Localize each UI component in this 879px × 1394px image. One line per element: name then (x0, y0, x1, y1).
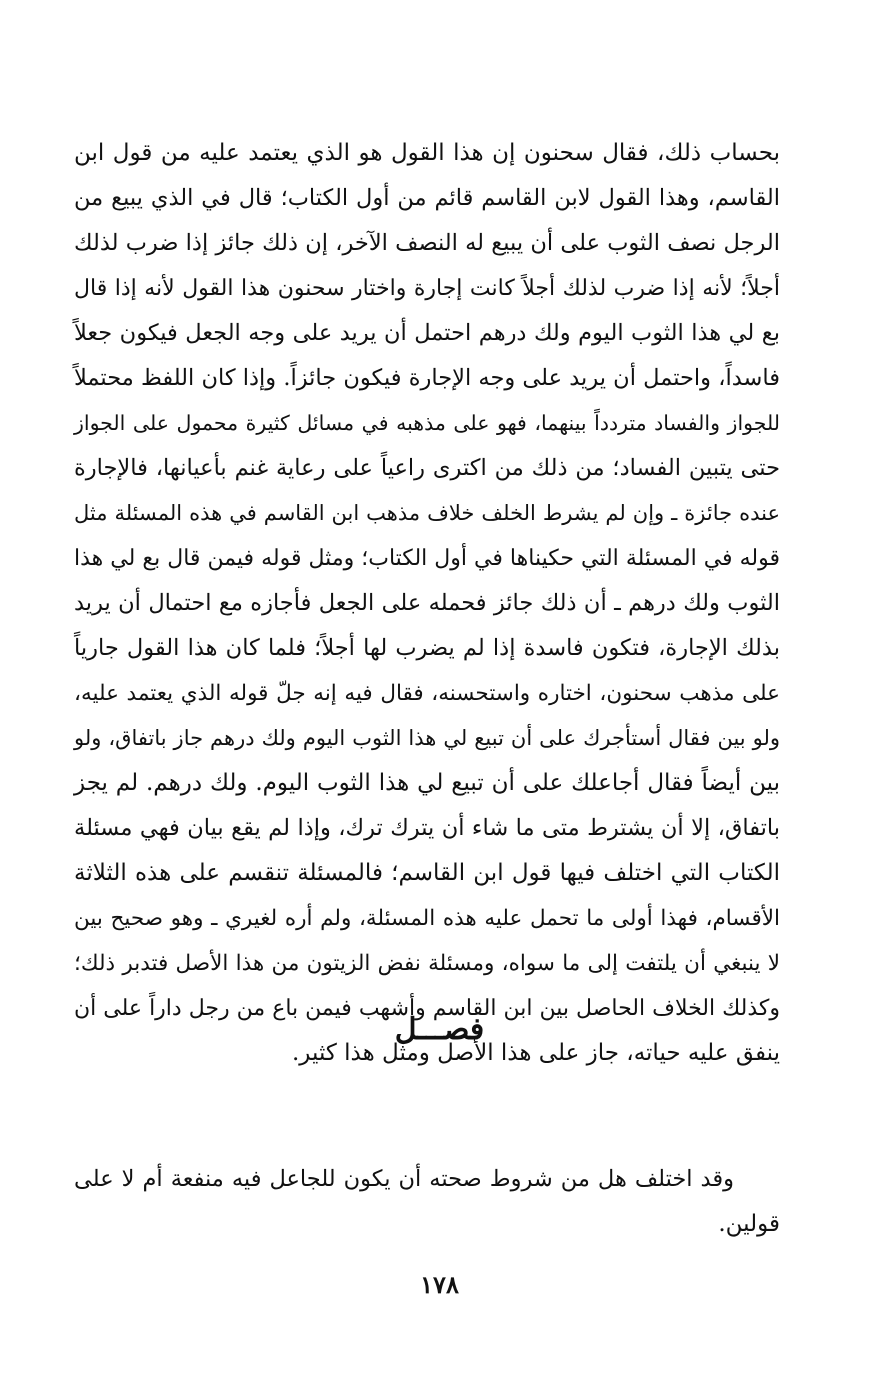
paragraph-line: الكتاب التي اختلف فيها قول ابن القاسم؛ فالمسئلة تنقسم على هذه الثلاثة (74, 860, 780, 886)
paragraph-line: للجواز والفساد متردداً بينهما، فهو على مذهبه في مسائل كثيرة محمول على الجواز (74, 411, 780, 435)
paragraph-line: الأقسام، فهذا أولى ما تحمل عليه هذه المسئلة، ولم أره لغيري ـ وهو صحيح بين (74, 906, 780, 931)
paragraph-line: بع لي هذا الثوب اليوم ولك درهم احتمل أن يريد على وجه الجعل فيكون جعلاً (74, 320, 780, 346)
paragraph-line: باتفاق، إلا أن يشترط متى ما شاء أن يترك ترك، وإذا لم يقع بيان فهي مسئلة (74, 815, 780, 841)
paragraph-line: عنده جائزة ـ وإن لم يشرط الخلف خلاف مذهب ابن القاسم في هذه المسئلة مثل (74, 501, 780, 525)
paragraph-line: ولو بين فقال أستأجرك على أن تبيع لي هذا الثوب اليوم ولك درهم جاز باتفاق، ولو (74, 726, 780, 750)
paragraph-line: القاسم، وهذا القول لابن القاسم قائم من أول الكتاب؛ قال في الذي يبيع من (74, 185, 780, 211)
paragraph-line: لا ينبغي أن يلتفت إلى ما سواه، ومسئلة نفض الزيتون من هذا الأصل فتدبر ذلك؛ (74, 951, 780, 976)
paragraph-line: الرجل نصف الثوب على أن يبيع له النصف الآخر، إن ذلك جائز إذا ضرب لذلك (74, 230, 780, 256)
section-line: قولين. (718, 1211, 780, 1237)
paragraph-line: أجلاً؛ لأنه إذا ضرب لذلك أجلاً كانت إجارة واختار سحنون هذا القول لأنه إذا قال (74, 276, 780, 301)
paragraph-line: بين أيضاً فقال أجاعلك على أن تبيع لي هذا الثوب اليوم. ولك درهم. لم يجز (74, 770, 780, 796)
paragraph-line: قوله في المسئلة التي حكيناها في أول الكتاب؛ ومثل قوله فيمن قال بع لي هذا (74, 546, 780, 571)
paragraph-line: فاسداً، واحتمل أن يريد على وجه الإجارة فيكون جائزاً. وإذا كان اللفظ محتملاً (74, 365, 780, 391)
paragraph-line: ينفق عليه حياته، جاز على هذا الأصل ومثل هذا كثير. (292, 1040, 780, 1066)
paragraph-line: بحساب ذلك، فقال سحنون إن هذا القول هو الذي يعتمد عليه من قول ابن (74, 140, 780, 166)
paragraph-line: الثوب ولك درهم ـ أن ذلك جائز فحمله على الجعل فأجازه مع احتمال أن يريد (74, 590, 780, 616)
paragraph-line: وكذلك الخلاف الحاصل بين ابن القاسم وأشهب فيمن باع من رجل داراً على أن (74, 996, 780, 1021)
section-paragraph (74, 1157, 780, 1247)
paragraph-line: بذلك الإجارة، فتكون فاسدة إذا لم يضرب لها أجلاً؛ فلما كان هذا القول جارياً (74, 635, 780, 661)
main-paragraph (74, 131, 780, 1076)
section-line: وقد اختلف هل من شروط صحته أن يكون للجاعل فيه منفعة أم لا على (74, 1166, 734, 1192)
section-heading: فصـــل (394, 1012, 485, 1047)
page-number: ١٧٨ (420, 1270, 459, 1299)
paragraph-line: على مذهب سحنون، اختاره واستحسنه، فقال فيه إنه جلّ قوله الذي يعتمد عليه، (74, 681, 780, 706)
paragraph-line: حتى يتبين الفساد؛ من ذلك من اكترى راعياً على رعاية غنم بأعيانها، فالإجارة (74, 455, 780, 481)
